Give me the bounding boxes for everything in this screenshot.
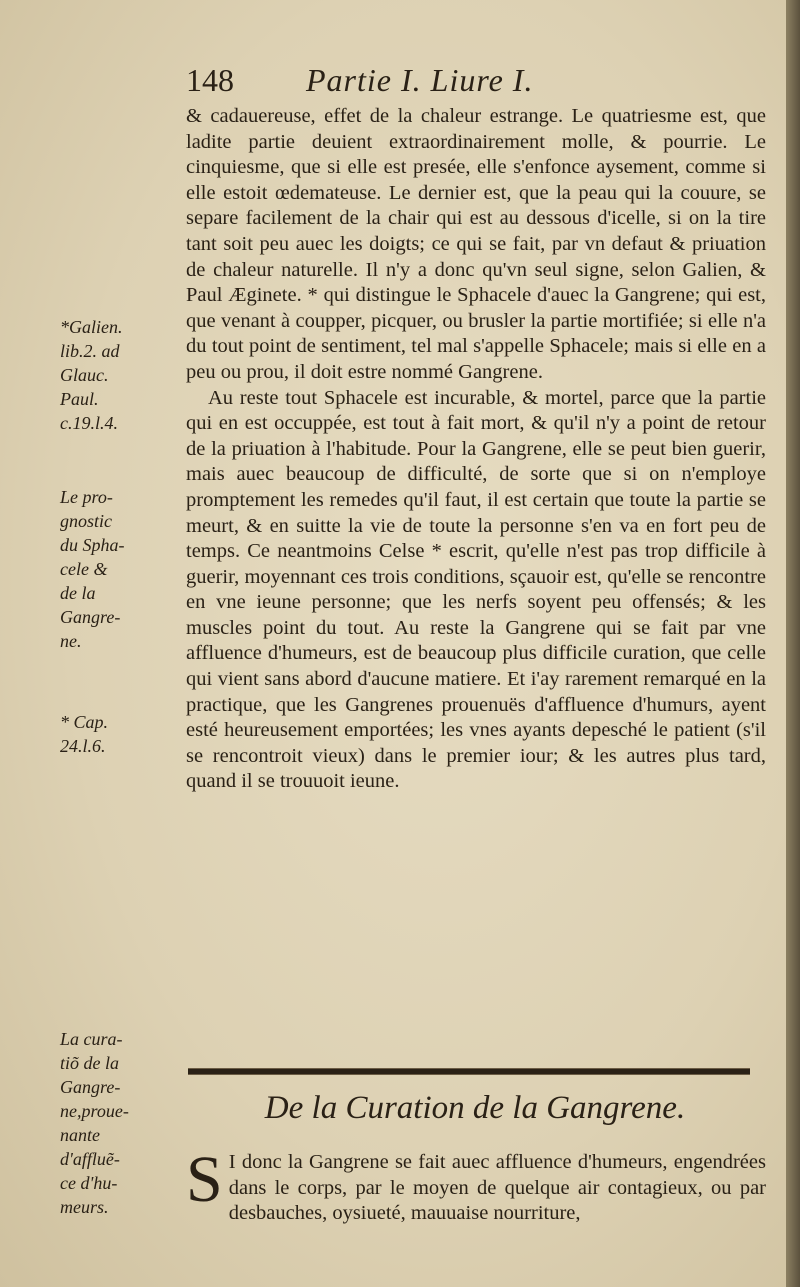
section-paragraph: I donc la Gangrene se fait auec affluence d'humeurs, engendrées dans le corps, par le moyen de quelque air contagieux, ou par desbauches, oysiueté, mauuaise nourriture,	[228, 1151, 766, 1225]
margin-note-prognostic: Le pro- gnostic du Spha- cele & de la Gangre- ne.	[60, 487, 125, 651]
main-text	[186, 104, 766, 795]
margin-note-galien: *Galien. lib.2. ad Glauc. Paul. c.19.l.4.	[60, 317, 123, 433]
drop-cap: S	[186, 1143, 223, 1216]
paragraph: Au reste tout Sphacele est incurable, & mortel, parce que la partie qui en est occuppée, est tout à fait mort, & qu'il n'y a point de retour de la priuation à l'habitude. Pour la Gangrene, elle se peut bien guerir, mais auec beaucoup de difficulté, de sorte que si on n'employe promptement les remedes qu'il faut, il est certain que toute la partie se meurt, & en suitte la vie de toute la personne s'en va en fort peu de temps. Ce neantmoins Celse * escrit, qu'elle n'est pas trop difficile à guerir, moyennant ces trois conditions, sçauoir est, qu'elle se rencontre en vne ieune personne; que les nerfs soyent peu offensés; & les muscles point du tout. Au reste la Gangrene qui se fait par vne affluence d'humeurs, est de beaucoup plus difficile curation, que celle qui vient sans abord d'aucune matiere. Et i'ay rarement remarqué en la practique, que les Gangrenes prouenuës d'affluence d'humurs, ayent esté heureusement emportées; les vnes ayants depesché le patient (s'il se rencontroit vieux) dans le premier iour; & les autres plus tard, quand il se trouuoit ieune.	[186, 386, 766, 793]
section-divider	[188, 1068, 750, 1075]
page-number: 148	[186, 62, 234, 98]
paragraph: & cadauereuse, effet de la chaleur estrange. Le quatriesme est, que ladite partie deuient extraordinairement molle, & pourrie. Le cinquiesme, que si elle est presée, elle s'enfonce aysement, comme si elle estoit œdemateuse. Le dernier est, que la peau qui la couure, se separe facilement de la chair qui est au dessous d'icelle, si on la tire tant soit peu auec les doigts; ce qui se fait, par vn defaut & priuation de chaleur naturelle. Il n'y a donc qu'vn seul signe, selon Galien, & Paul Æginete. * qui distingue le Sphacele d'auec la Gangrene; qui est, que venant à coupper, picquer, ou brusler la partie mortifiée; si elle n'a du tout point de sentiment, tel mal s'appelle Sphacele; mais si elle en a peu ou prou, il doit estre nommé Gangrene.	[186, 105, 766, 383]
section-heading: De la Curation de la Gangrene.	[264, 1090, 686, 1126]
margin-note-cap: * Cap. 24.l.6.	[60, 712, 109, 756]
margin-note-curation: La cura- tiõ de la Gangre- ne,proue- nante d'affluẽ- ce d'hu- meurs.	[60, 1029, 129, 1217]
running-header	[186, 62, 776, 102]
section-text	[186, 1143, 766, 1227]
page-edge-shadow	[786, 0, 800, 1287]
running-title: Partie I. Liure I.	[306, 62, 534, 98]
